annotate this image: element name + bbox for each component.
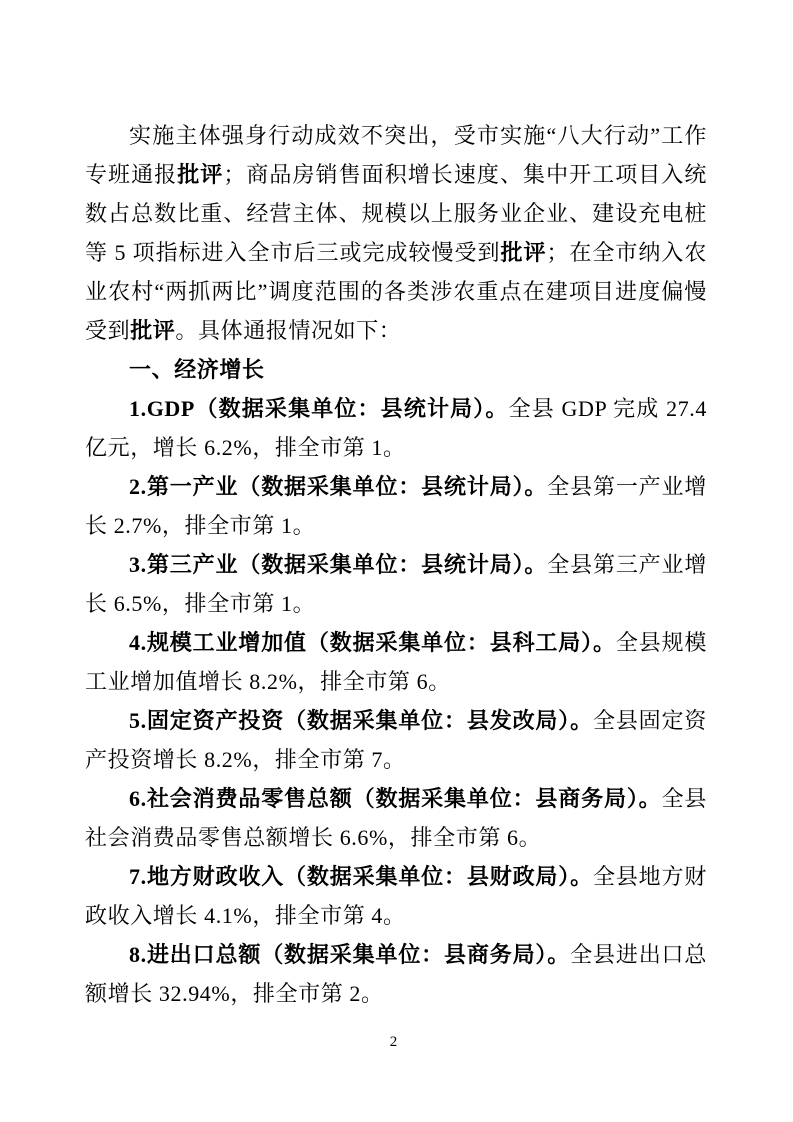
item-4-industrial-added-value (85, 623, 707, 701)
bold-text-run: 5.固定资产投资（数据采集单位：县发改局）。 (129, 708, 593, 733)
text-run: 全县第三产业增长 6.5%，排全市第 1。 (85, 552, 707, 616)
intro-paragraph (85, 116, 707, 350)
bold-text-run: 2.第一产业（数据采集单位：县统计局）。 (129, 474, 548, 499)
text-run: 全县固定资产投资增长 8.2%，排全市第 7。 (85, 708, 707, 772)
text-run: 全县社会消费品零售总额增长 6.6%，排全市第 6。 (85, 786, 707, 850)
text-run: 全县规模工业增加值增长 8.2%，排全市第 6。 (85, 630, 707, 694)
bold-text-run: 批评 (500, 240, 547, 265)
bold-text-run: 6.社会消费品零售总额（数据采集单位：县商务局）。 (129, 786, 662, 811)
bold-text-run: 4.规模工业增加值（数据采集单位：县科工局）。 (129, 630, 616, 655)
item-8-import-export-total (85, 935, 707, 1013)
text-run: 。具体通报情况如下： (175, 318, 402, 343)
text-run: 全县地方财政收入增长 4.1%，排全市第 4。 (85, 864, 707, 928)
page-number: 2 (389, 1034, 398, 1050)
item-5-fixed-asset-investment (85, 701, 707, 779)
bold-text-run: 8.进出口总额（数据采集单位：县商务局）。 (129, 942, 571, 967)
text-run: ；商品房销售面积增长速度、集中开工项目入统数占总数比重、经营主体、规模以上服务业企业、建设充电桩等 5 项指标进入全市后三或完成较慢受到 (85, 162, 707, 265)
bold-text-run: 1.GDP（数据采集单位：县统计局）。 (129, 396, 509, 421)
bold-text-run: 批评 (177, 162, 224, 187)
item-2-primary-industry (85, 467, 707, 545)
bold-text-run: 一、经济增长 (129, 357, 265, 382)
text-run: 实施主体强身行动成效不突出，受市实施“八大行动”工作专班通报 (85, 123, 707, 187)
document-content (85, 116, 707, 1013)
bold-text-run: 3.第三产业（数据采集单位：县统计局）。 (129, 552, 548, 577)
text-run: 全县第一产业增长 2.7%，排全市第 1。 (85, 474, 707, 538)
text-run: ；在全市纳入农业农村“两抓两比”调度范围的各类涉农重点在建项目进度偏慢受到 (85, 240, 707, 343)
item-7-local-fiscal-revenue (85, 857, 707, 935)
section-heading-economic-growth (85, 350, 707, 389)
item-1-gdp (85, 389, 707, 467)
bold-text-run: 7.地方财政收入（数据采集单位：县财政局）。 (129, 864, 593, 889)
bold-text-run: 批评 (130, 318, 176, 343)
item-3-tertiary-industry (85, 545, 707, 623)
item-6-retail-sales (85, 779, 707, 857)
text-run: 全县 GDP 完成 27.4 亿元，增长 6.2%，排全市第 1。 (85, 396, 707, 460)
text-run: 全县进出口总额增长 32.94%，排全市第 2。 (85, 942, 707, 1006)
